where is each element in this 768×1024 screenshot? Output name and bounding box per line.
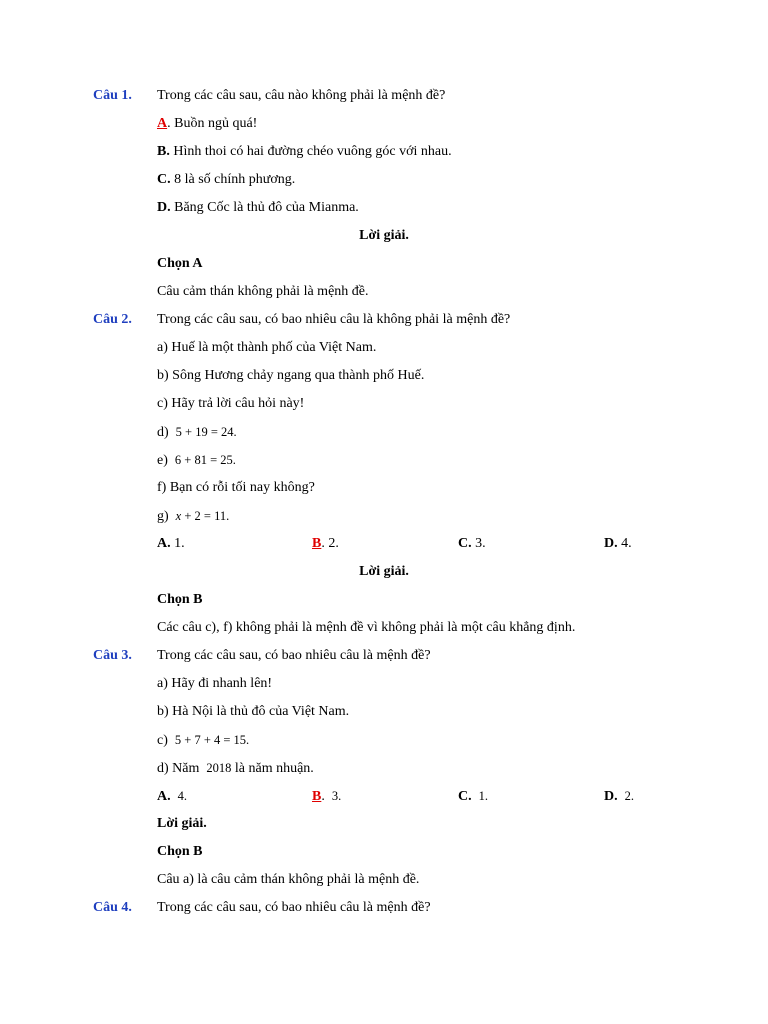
question-3-item-a: a) Hãy đi nhanh lên!: [157, 676, 273, 691]
question-4-text: Trong các câu sau, có bao nhiêu câu là mệnh đề?: [157, 900, 431, 915]
question-3-solution-title: Lời giải.: [157, 816, 207, 831]
answer-letter: D.: [604, 789, 618, 804]
question-1-choice: Chọn A: [157, 256, 203, 271]
item-text: là năm nhuận.: [234, 761, 314, 776]
math-expression: 5 + 19 = 24.: [175, 425, 237, 439]
question-1-explanation: Câu cảm thán không phải là mệnh đề.: [157, 284, 369, 299]
option-text: 8 là số chính phương.: [170, 172, 296, 187]
question-2-item-e: [157, 451, 236, 470]
question-3-item-d: [157, 759, 314, 778]
answer-value: 1.: [478, 789, 488, 803]
question-2-answer-c: [458, 535, 486, 553]
item-label: d): [157, 425, 169, 440]
option-text: Hình thoi có hai đường chéo vuông góc với nhau.: [169, 144, 452, 159]
answer-value: 3.: [471, 536, 486, 551]
question-2-answer-b: [312, 535, 339, 553]
question-2-solution-title: Lời giải.: [359, 564, 409, 579]
question-3-item-c: [157, 731, 249, 750]
answer-value: 4.: [617, 536, 632, 551]
question-3-number: Câu 3.: [93, 648, 132, 663]
option-text: Băng Cốc là thủ đô của Mianma.: [170, 200, 359, 215]
question-1-number: Câu 1.: [93, 88, 132, 103]
question-2-text: Trong các câu sau, có bao nhiêu câu là không phải là mệnh đề?: [157, 312, 511, 327]
question-2-number: Câu 2.: [93, 312, 132, 327]
answer-value: 4.: [177, 789, 187, 803]
correct-answer-letter: A: [157, 116, 168, 131]
question-2-answer-d: [604, 535, 632, 553]
option-text: . Buồn ngủ quá!: [167, 116, 258, 131]
math-expression: + 2 = 11.: [181, 509, 230, 523]
answer-letter: A.: [157, 789, 171, 804]
question-2-answer-a: [157, 535, 185, 553]
question-1-option-d: [157, 199, 359, 217]
correct-answer-letter: B: [312, 789, 322, 804]
question-3-choice: Chọn B: [157, 844, 203, 859]
question-1-solution-title: Lời giải.: [359, 228, 409, 243]
question-2-item-g: [157, 507, 229, 526]
answer-letter: A.: [157, 536, 171, 551]
option-letter: D.: [157, 200, 171, 215]
answer-letter: C.: [458, 536, 472, 551]
item-label: g): [157, 509, 169, 524]
question-1-option-a: [157, 115, 257, 133]
math-variable: x: [175, 509, 182, 523]
item-label: e): [157, 453, 168, 468]
question-3-answer-c: [458, 787, 488, 806]
answer-letter: C.: [458, 789, 472, 804]
question-2-item-c: c) Hãy trả lời câu hỏi này!: [157, 396, 305, 411]
answer-value: 2.: [624, 789, 634, 803]
question-2-item-d: [157, 423, 237, 442]
option-letter: B.: [157, 144, 170, 159]
question-4-number: Câu 4.: [93, 900, 132, 915]
answer-value: . 2.: [321, 536, 339, 551]
question-3-text: Trong các câu sau, có bao nhiêu câu là mệnh đề?: [157, 648, 431, 663]
question-3-answer-b: B. 3.: [312, 789, 342, 804]
question-1-text: Trong các câu sau, câu nào không phải là mệnh đề?: [157, 88, 446, 103]
question-1-option-c: [157, 171, 295, 189]
question-2-item-a: a) Huế là một thành phố của Việt Nam.: [157, 340, 377, 355]
answer-value: 3.: [331, 789, 342, 803]
item-label: c): [157, 733, 168, 748]
answer-value: 1.: [170, 536, 185, 551]
question-2-item-f: f) Bạn có rỗi tối nay không?: [157, 480, 315, 495]
question-2-choice: Chọn B: [157, 592, 203, 607]
question-3-item-b: b) Hà Nội là thủ đô của Việt Nam.: [157, 704, 350, 719]
question-3-explanation: Câu a) là câu cảm thán không phải là mệnh đề.: [157, 872, 420, 887]
math-number: 2018: [206, 761, 232, 775]
correct-answer-letter: B: [312, 536, 322, 551]
question-1-option-b: [157, 143, 452, 161]
answer-letter: D.: [604, 536, 618, 551]
question-3-answer-d: [604, 787, 634, 806]
math-expression: 6 + 81 = 25.: [174, 453, 236, 467]
option-letter: C.: [157, 172, 171, 187]
question-2-item-b: b) Sông Hương chảy ngang qua thành phố Huế.: [157, 368, 425, 383]
math-expression: 5 + 7 + 4 = 15.: [174, 733, 250, 747]
item-label: d) Năm: [157, 761, 200, 776]
question-3-answer-a: [157, 787, 187, 806]
question-2-explanation: Các câu c), f) không phải là mệnh đề vì không phải là một câu khẳng định.: [157, 620, 576, 635]
